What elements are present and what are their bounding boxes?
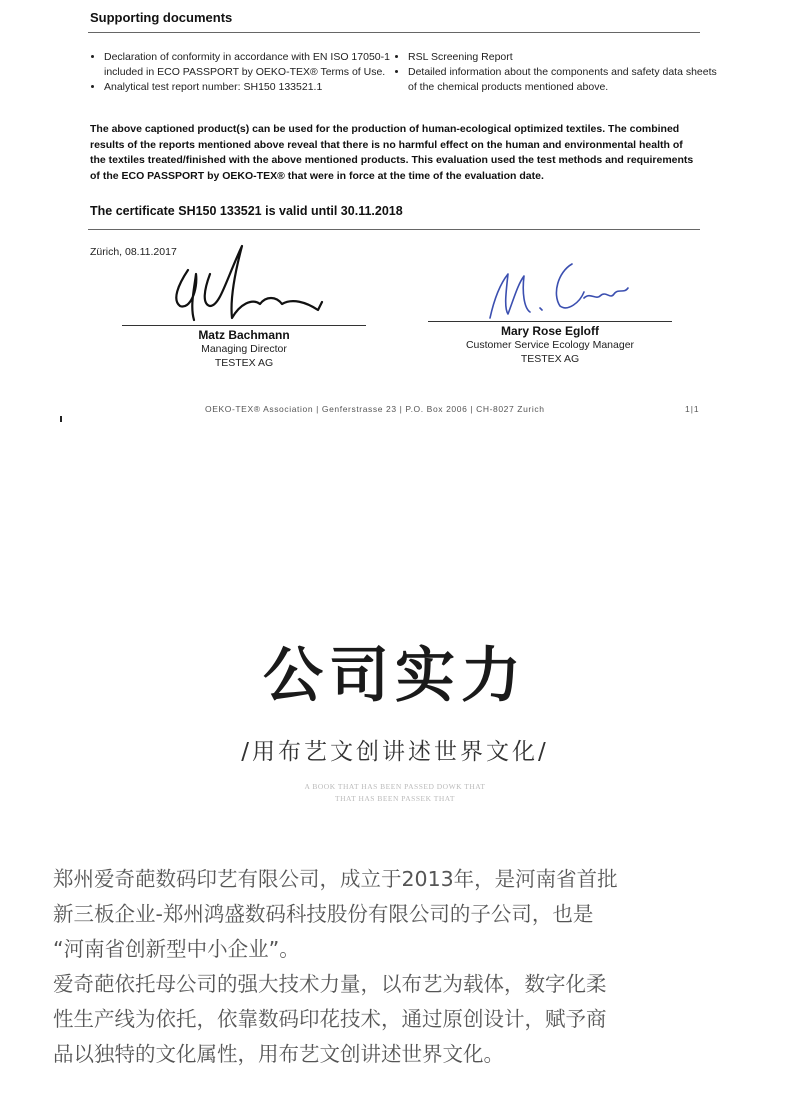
english-subtitle-line: A BOOK THAT HAS BEEN PASSED DOWK THAT [304, 782, 486, 791]
list-item: • Detailed information about the components and safety data sheets of the chemical products mentioned above. [408, 65, 718, 95]
page-number: 1|1 [685, 404, 700, 414]
signatory-title: Customer Service Ecology Manager [465, 339, 635, 351]
paragraph-line: “河南省创新型中小企业”。 [53, 937, 300, 961]
signatory-company: TESTEX AG [214, 357, 274, 369]
list-item: • RSL Screening Report [408, 50, 718, 65]
evaluation-statement: The above captioned product(s) can be used for the production of human-ecological optimized textiles. The combined results of the reports mentioned above reveal that there is no harmful effect on the human and environmental health of the textiles treated/finished with the above mentioned products. This evaluation used the test methods and requirements of the ECO PASSPORT by OEKO-TEX® that were in force at the time of the evaluation date. [90, 123, 694, 182]
paragraph-line: 品以独特的文化属性，用布艺文创讲述世界文化。 [53, 1042, 504, 1066]
list-item: • Declaration of conformity in accordance with EN ISO 17050-1 included in ECO PASSPORT by OEKO-TEX® Terms of Use. [104, 50, 394, 80]
signature-line-right [428, 321, 672, 322]
signatory-company: TESTEX AG [520, 353, 580, 365]
certificate-scan [0, 0, 790, 430]
paragraph-line: 新三板企业-郑州鸿盛数码科技股份有限公司的子公司，也是 [53, 902, 594, 926]
divider [88, 32, 700, 33]
paragraph-line: 郑州爱奇葩数码印艺有限公司，成立于2013年，是河南省首批 [53, 867, 618, 891]
signature-right-graphic [480, 252, 640, 328]
paragraph-line: 爱奇葩依托母公司的强大技术力量，以布艺为载体，数字化柔 [53, 972, 607, 996]
validity-statement: The certificate SH150 133521 is valid until 30.11.2018 [90, 204, 403, 218]
signatory-left [122, 328, 366, 370]
scan-edge-mark [60, 416, 62, 422]
signatory-name: Matz Bachmann [198, 328, 290, 342]
certificate-footer: OEKO-TEX® Association | Genferstrasse 23 | P.O. Box 2006 | CH-8027 Zurich [205, 404, 545, 414]
signatory-right [428, 324, 672, 366]
divider [88, 229, 700, 230]
signature-line-left [122, 325, 366, 326]
signature-left-graphic [160, 240, 340, 330]
paragraph-line: 性生产线为依托，依靠数码印花技术，通过原创设计，赋予商 [53, 1007, 607, 1031]
supporting-documents-heading: Supporting documents [90, 10, 233, 25]
signatory-name: Mary Rose Egloff [500, 324, 599, 338]
company-tagline: /用布艺文创讲述世界文化/ [241, 739, 549, 765]
company-intro-paragraph [53, 862, 743, 967]
list-item: • Analytical test report number: SH150 133521.1 [104, 80, 394, 95]
place-date: Zürich, 08.11.2017 [90, 246, 177, 258]
company-capability-paragraph [53, 967, 743, 1072]
signatory-title: Managing Director [201, 343, 287, 355]
english-subtitle-line: THAT HAS BEEN PASSEK THAT [335, 794, 455, 803]
documents-list-left [90, 50, 394, 95]
documents-list-right [394, 50, 718, 95]
company-strength-title: 公司实力 [263, 641, 527, 711]
